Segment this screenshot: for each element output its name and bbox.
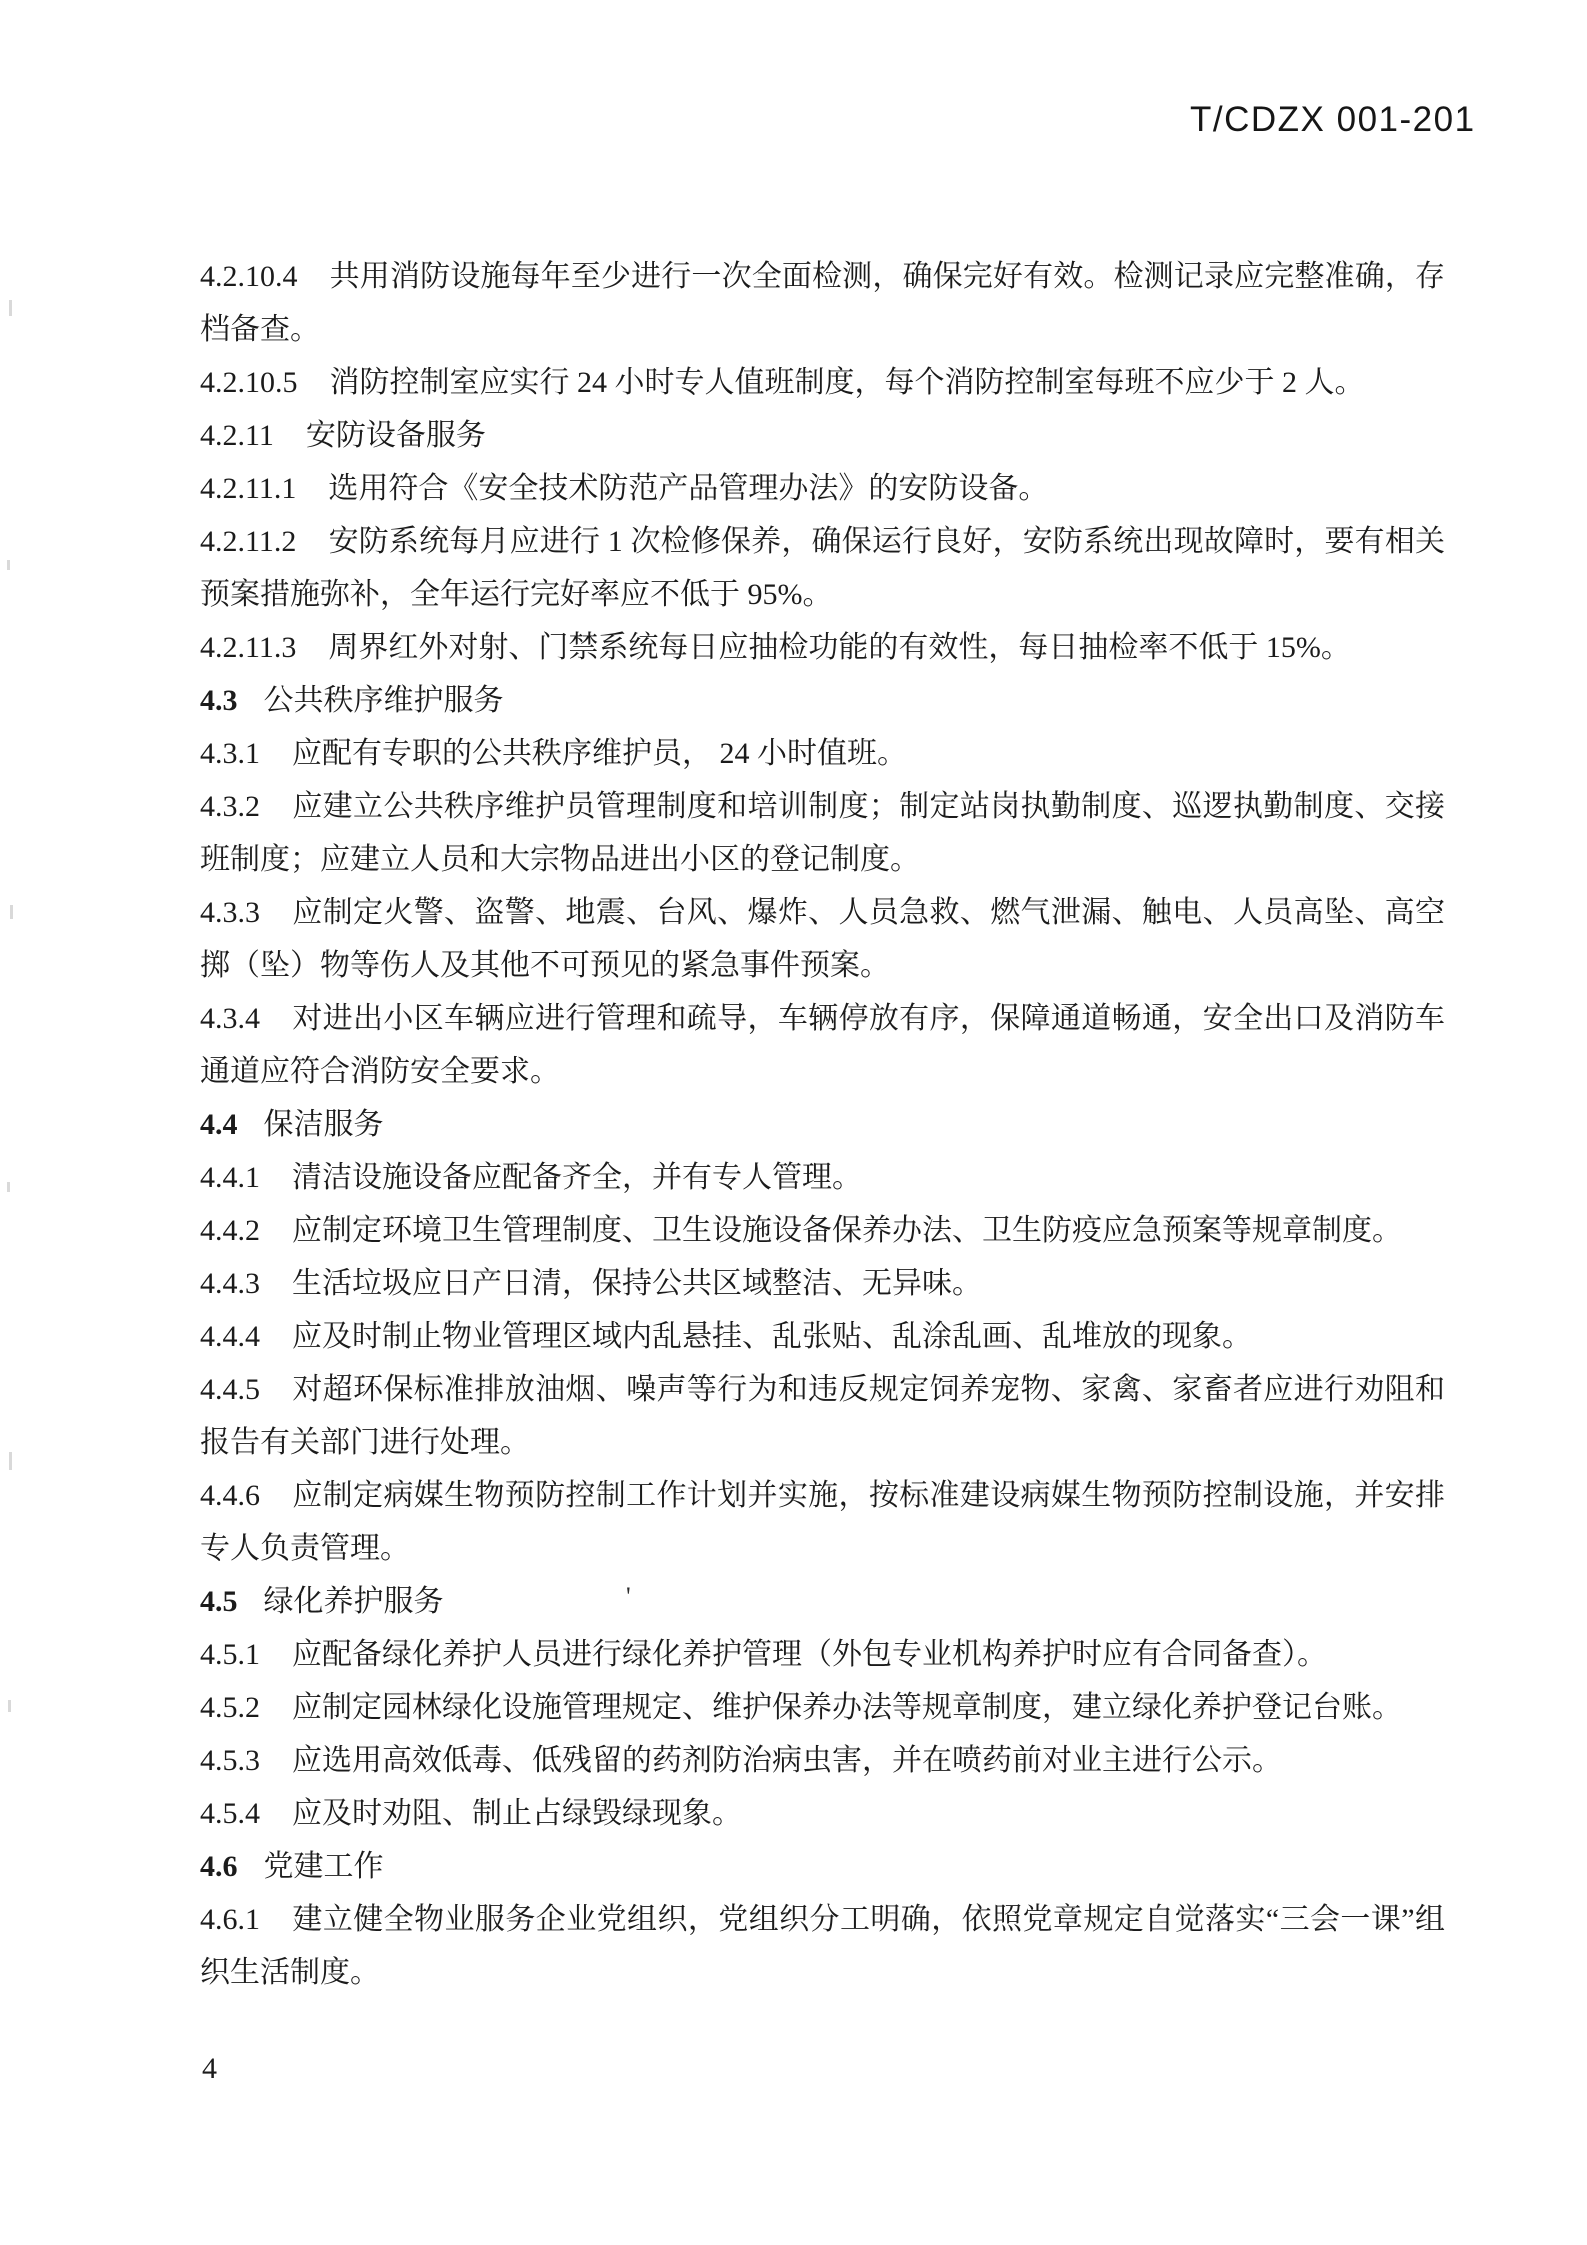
clause-number: 4.5.3	[200, 1744, 260, 1777]
clause-text: 对超环保标准排放油烟、噪声等行为和违反规定饲养宠物、家禽、家畜者应进行劝阻和报告有关部门进行处理。	[200, 1373, 1445, 1459]
clause-text: 公共秩序维护服务	[263, 684, 504, 717]
clause	[200, 780, 1445, 886]
clause-number: 4.2.10.5	[200, 366, 298, 399]
clause-number: 4.4.4	[200, 1320, 260, 1353]
clause-number: 4.3.1	[200, 737, 260, 770]
clause	[200, 1840, 1445, 1893]
clause-text: 应配有专职的公共秩序维护员， 24 小时值班。	[292, 737, 907, 770]
clause	[200, 886, 1445, 992]
clause-text: 应制定病媒生物预防控制工作计划并实施，按标准建设病媒生物预防控制设施，并安排专人负责管理。	[200, 1479, 1445, 1565]
clause	[200, 250, 1445, 356]
clause	[200, 515, 1445, 621]
clause-text: 保洁服务	[263, 1108, 384, 1141]
clause	[200, 1098, 1445, 1151]
clause-number: 4.4.6	[200, 1479, 260, 1512]
clause-number: 4.2.11	[200, 419, 274, 452]
clause	[200, 1310, 1445, 1363]
clause-text: 周界红外对射、门禁系统每日应抽检功能的有效性，每日抽检率不低于 15%。	[328, 631, 1351, 664]
clause-number: 4.2.10.4	[200, 260, 298, 293]
clause-number: 4.3.2	[200, 790, 260, 823]
clause	[200, 1469, 1445, 1575]
clause-text: 绿化养护服务	[263, 1585, 444, 1618]
clause-number: 4.3.4	[200, 1002, 260, 1035]
clause-number: 4.3.3	[200, 896, 260, 929]
clause-text: 对进出小区车辆应进行管理和疏导，车辆停放有序，保障通道畅通，安全出口及消防车通道应符合消防安全要求。	[200, 1002, 1445, 1088]
scan-artifact	[7, 560, 10, 570]
clause-number: 4.5	[200, 1585, 238, 1618]
clause	[200, 1363, 1445, 1469]
clause-number: 4.2.11.1	[200, 472, 297, 505]
clause-text: 应及时劝阻、制止占绿毁绿现象。	[292, 1797, 742, 1830]
clause-text: 应选用高效低毒、低残留的药剂防治病虫害，并在喷药前对业主进行公示。	[292, 1744, 1282, 1777]
clause-number: 4.4	[200, 1108, 238, 1141]
clause	[200, 1575, 1445, 1628]
scan-artifact	[8, 1700, 11, 1712]
clause-text: 应制定园林绿化设施管理规定、维护保养办法等规章制度，建立绿化养护登记台账。	[292, 1691, 1402, 1724]
clause	[200, 1893, 1445, 1999]
clause	[200, 356, 1445, 409]
clause-text: 应制定环境卫生管理制度、卫生设施设备保养办法、卫生防疫应急预案等规章制度。	[292, 1214, 1402, 1247]
clause-number: 4.5.2	[200, 1691, 260, 1724]
clause-number: 4.2.11.3	[200, 631, 297, 664]
clause	[200, 727, 1445, 780]
clause	[200, 1628, 1445, 1681]
scan-artifact	[10, 905, 13, 919]
clause-text: 生活垃圾应日产日清，保持公共区域整洁、无异味。	[292, 1267, 982, 1300]
clause	[200, 1257, 1445, 1310]
document-code: T/CDZX 001-201	[1190, 100, 1476, 139]
clause-text: 党建工作	[263, 1850, 384, 1883]
clause	[200, 409, 1445, 462]
clause-text: 清洁设施设备应配备齐全，并有专人管理。	[292, 1161, 862, 1194]
clause-text: 消防控制室应实行 24 小时专人值班制度，每个消防控制室每班不应少于 2 人。	[329, 366, 1365, 399]
clause-number: 4.6.1	[200, 1903, 260, 1936]
stray-mark: '	[626, 1582, 631, 1611]
clause-text: 应配备绿化养护人员进行绿化养护管理（外包专业机构养护时应有合同备查）。	[292, 1638, 1327, 1671]
page-number: 4	[202, 2052, 217, 2085]
clause-number: 4.3	[200, 684, 238, 717]
scan-artifact	[7, 1182, 10, 1192]
clause	[200, 1204, 1445, 1257]
clause-number: 4.4.2	[200, 1214, 260, 1247]
clause-text: 安防设备服务	[305, 419, 486, 452]
clause	[200, 1734, 1445, 1787]
clause-number: 4.4.3	[200, 1267, 260, 1300]
clause-number: 4.5.4	[200, 1797, 260, 1830]
scan-artifact	[9, 300, 12, 316]
clause-text: 应建立公共秩序维护员管理制度和培训制度；制定站岗执勤制度、巡逻执勤制度、交接班制度；应建立人员和大宗物品进出小区的登记制度。	[200, 790, 1445, 876]
clause-number: 4.6	[200, 1850, 238, 1883]
clause-text: 应制定火警、盗警、地震、台风、爆炸、人员急救、燃气泄漏、触电、人员高坠、高空掷（坠）物等伤人及其他不可预见的紧急事件预案。	[200, 896, 1445, 982]
clause-text: 建立健全物业服务企业党组织，党组织分工明确，依照党章规定自觉落实“三会一课”组织生活制度。	[200, 1903, 1445, 1989]
scan-artifact	[9, 1452, 12, 1470]
clause-text: 应及时制止物业管理区域内乱悬挂、乱张贴、乱涂乱画、乱堆放的现象。	[292, 1320, 1252, 1353]
clause-text: 选用符合《安全技术防范产品管理办法》的安防设备。	[328, 472, 1049, 505]
clause-number: 4.5.1	[200, 1638, 260, 1671]
clause	[200, 674, 1445, 727]
clause-number: 4.4.5	[200, 1373, 260, 1406]
clause	[200, 1787, 1445, 1840]
clause	[200, 462, 1445, 515]
clause	[200, 621, 1445, 674]
clause	[200, 1151, 1445, 1204]
clause-text: 安防系统每月应进行 1 次检修保养，确保运行良好，安防系统出现故障时，要有相关预案措施弥补，全年运行完好率应不低于 95%。	[200, 525, 1445, 611]
clause-number: 4.4.1	[200, 1161, 260, 1194]
clause	[200, 1681, 1445, 1734]
clause	[200, 992, 1445, 1098]
clause-text: 共用消防设施每年至少进行一次全面检测，确保完好有效。检测记录应完整准确，存档备查。	[200, 260, 1445, 346]
clause-number: 4.2.11.2	[200, 525, 297, 558]
clauses-container	[200, 250, 1445, 1999]
